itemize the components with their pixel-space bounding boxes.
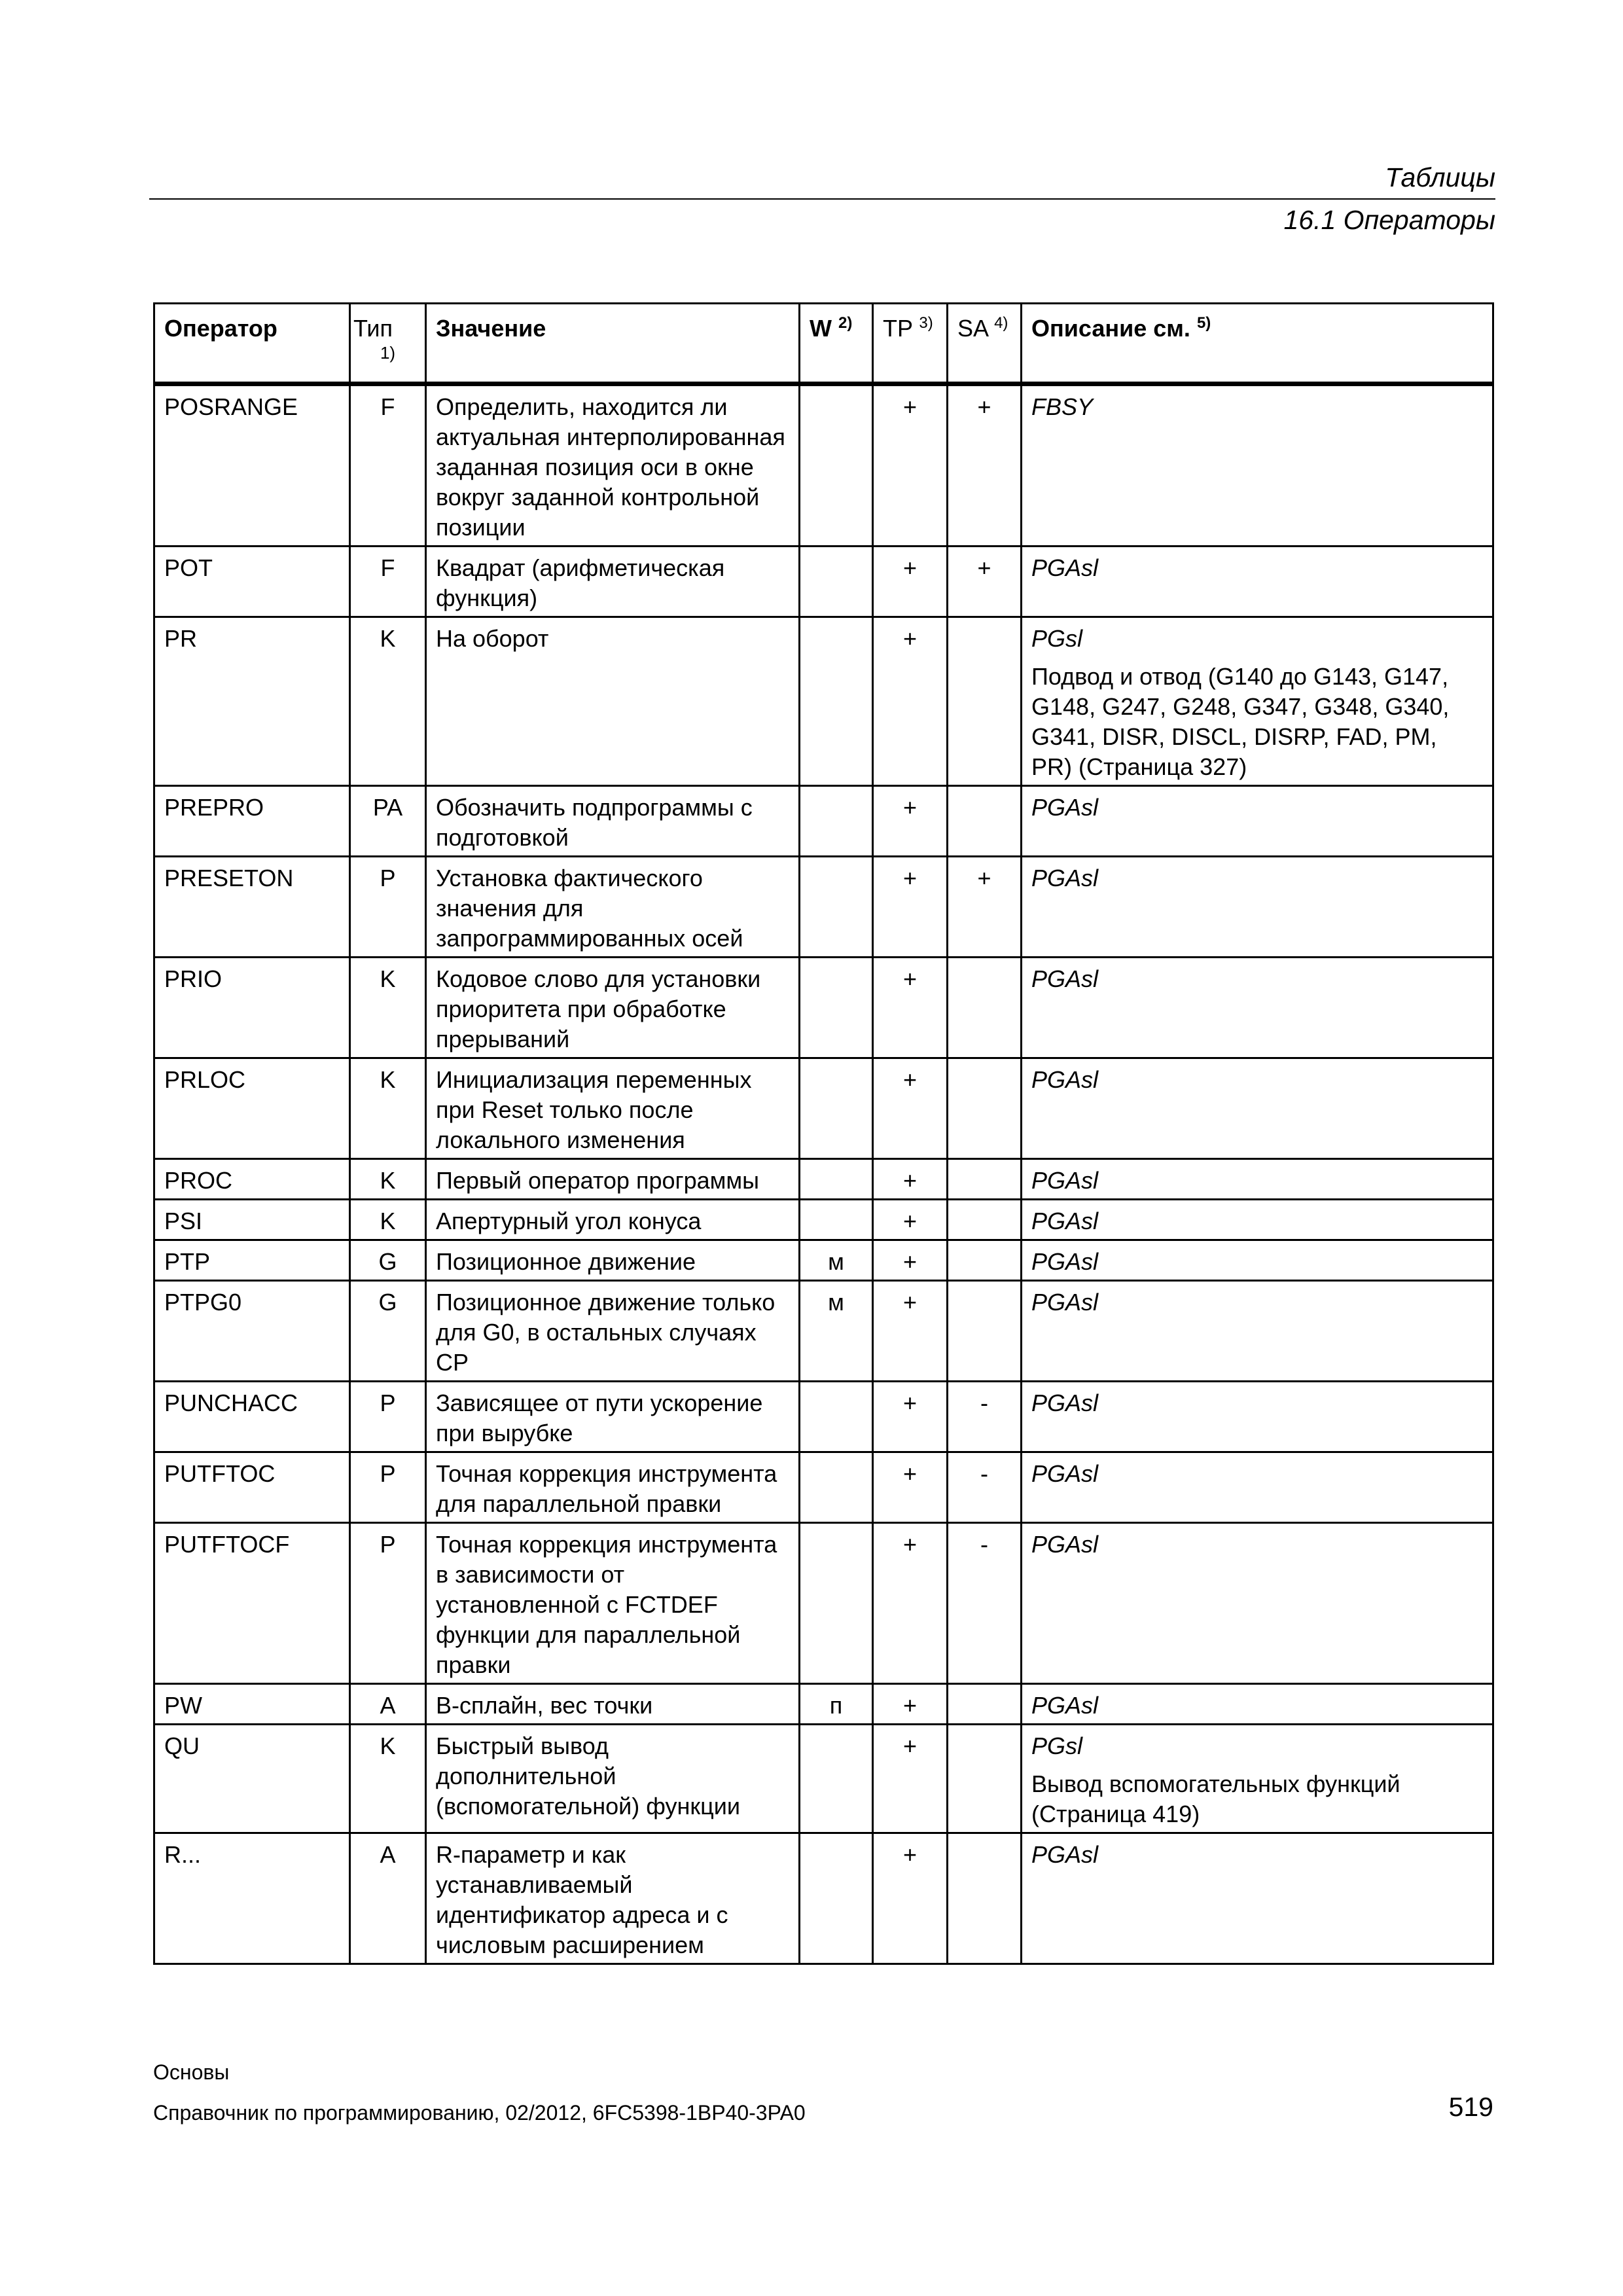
w-cell xyxy=(800,384,873,547)
w-cell xyxy=(800,617,873,786)
operator-cell: QU xyxy=(154,1725,350,1833)
sa-cell: - xyxy=(948,1523,1022,1684)
meaning-cell: Квадрат (арифметическая функция) xyxy=(426,547,800,617)
footer-book-title: Основы xyxy=(153,2060,230,2084)
type-cell: K xyxy=(350,1058,426,1159)
column-header-sa: SA $^{4)}$ xyxy=(948,304,1022,384)
w-cell xyxy=(800,786,873,857)
w-cell xyxy=(800,857,873,958)
meaning-cell: Быстрый вывод дополнительной (вспомогательной) функции xyxy=(426,1725,800,1833)
table-row xyxy=(154,1281,1493,1382)
meaning-cell: Позиционное движение только для G0, в остальных случаях CP xyxy=(426,1281,800,1382)
description-reference: PGAsl xyxy=(1031,1066,1099,1093)
w-cell xyxy=(800,1523,873,1684)
meaning-cell: Зависящее от пути ускорение при вырубке xyxy=(426,1382,800,1452)
w-cell xyxy=(800,547,873,617)
w-cell xyxy=(800,958,873,1058)
table-row xyxy=(154,617,1493,786)
description-cell xyxy=(1022,1382,1493,1452)
w-cell: м xyxy=(800,1240,873,1281)
type-cell: K xyxy=(350,1200,426,1240)
meaning-cell: Первый оператор программы xyxy=(426,1159,800,1200)
tp-cell: + xyxy=(873,1725,948,1833)
table-row xyxy=(154,384,1493,547)
sa-cell xyxy=(948,1281,1022,1382)
table-row xyxy=(154,958,1493,1058)
description-reference: PGAsl xyxy=(1031,1248,1099,1275)
type-cell: K xyxy=(350,958,426,1058)
table-header-row xyxy=(154,304,1493,384)
operator-cell: R... xyxy=(154,1833,350,1964)
table-row xyxy=(154,786,1493,857)
sa-cell xyxy=(948,1058,1022,1159)
meaning-cell: Апертурный угол конуса xyxy=(426,1200,800,1240)
footer-manual-info: Справочник по программированию, 02/2012, 6FC5398-1BP40-3PA0 xyxy=(153,2101,806,2125)
meaning-cell: Кодовое слово для установки приоритета при обработке прерываний xyxy=(426,958,800,1058)
tp-cell: + xyxy=(873,1684,948,1725)
description-cell xyxy=(1022,1240,1493,1281)
description-reference: PGAsl xyxy=(1031,1460,1099,1487)
operator-cell: PW xyxy=(154,1684,350,1725)
column-header-type: Тип 1) xyxy=(350,304,426,384)
operator-cell: POSRANGE xyxy=(154,384,350,547)
table-row xyxy=(154,1058,1493,1159)
operator-cell: PUTFTOCF xyxy=(154,1523,350,1684)
operator-cell: PTPG0 xyxy=(154,1281,350,1382)
description-reference: FBSY xyxy=(1031,393,1094,420)
description-reference: PGAsl xyxy=(1031,1692,1099,1719)
description-reference: PGAsl xyxy=(1031,865,1099,891)
meaning-cell: R-параметр и как устанавливаемый идентификатор адреса и с числовым расширением xyxy=(426,1833,800,1964)
type-cell: G xyxy=(350,1240,426,1281)
description-cell xyxy=(1022,617,1493,786)
table-row xyxy=(154,547,1493,617)
table-row xyxy=(154,857,1493,958)
sa-cell xyxy=(948,1240,1022,1281)
operator-cell: PREPRO xyxy=(154,786,350,857)
operator-cell: PRIO xyxy=(154,958,350,1058)
tp-cell: + xyxy=(873,1159,948,1200)
table-row xyxy=(154,1200,1493,1240)
description-reference: PGAsl xyxy=(1031,1167,1099,1194)
operator-cell: PRESETON xyxy=(154,857,350,958)
meaning-cell: Точная коррекция инструмента в зависимости от установленной с FCTDEF функции для параллельной правки xyxy=(426,1523,800,1684)
sa-cell: - xyxy=(948,1452,1022,1523)
table-row xyxy=(154,1382,1493,1452)
sa-cell: - xyxy=(948,1382,1022,1452)
w-cell xyxy=(800,1452,873,1523)
description-cell xyxy=(1022,1281,1493,1382)
sa-cell xyxy=(948,1684,1022,1725)
description-link[interactable]: Подвод и отвод (G140 до G143, G147, G148, G247, G248, G347, G348, G340, G341, DISR, DISCL, DISRP, FAD, PM, PR) (Страница 327) xyxy=(1031,663,1450,780)
type-cell: K xyxy=(350,1725,426,1833)
type-cell: F xyxy=(350,384,426,547)
sa-cell xyxy=(948,617,1022,786)
header-section-title: Таблицы xyxy=(1385,162,1495,192)
operator-cell: POT xyxy=(154,547,350,617)
tp-cell: + xyxy=(873,1240,948,1281)
table-body xyxy=(154,384,1493,1964)
description-link[interactable]: Вывод вспомогательных функций (Страница 419) xyxy=(1031,1770,1400,1827)
tp-cell: + xyxy=(873,786,948,857)
description-cell xyxy=(1022,1058,1493,1159)
operators-table xyxy=(153,302,1494,1965)
type-cell: A xyxy=(350,1684,426,1725)
description-reference: PGAsl xyxy=(1031,1289,1099,1316)
w-cell xyxy=(800,1725,873,1833)
sa-cell xyxy=(948,958,1022,1058)
description-cell xyxy=(1022,1833,1493,1964)
w-cell xyxy=(800,1833,873,1964)
operator-cell: PTP xyxy=(154,1240,350,1281)
type-cell: P xyxy=(350,857,426,958)
table-row xyxy=(154,1684,1493,1725)
page-number: 519 xyxy=(1448,2092,1493,2122)
operator-cell: PSI xyxy=(154,1200,350,1240)
description-reference: PGAsl xyxy=(1031,1390,1099,1416)
tp-cell: + xyxy=(873,1523,948,1684)
description-cell xyxy=(1022,1684,1493,1725)
w-cell: п xyxy=(800,1684,873,1725)
description-reference: PGAsl xyxy=(1031,1208,1099,1234)
w-cell xyxy=(800,1159,873,1200)
type-cell: F xyxy=(350,547,426,617)
description-reference: PGAsl xyxy=(1031,1531,1099,1558)
description-reference: PGAsl xyxy=(1031,554,1099,581)
tp-cell: + xyxy=(873,1058,948,1159)
meaning-cell: Позиционное движение xyxy=(426,1240,800,1281)
table-row xyxy=(154,1240,1493,1281)
sa-cell: + xyxy=(948,384,1022,547)
operator-cell: PUNCHACC xyxy=(154,1382,350,1452)
column-header-tp: TP $^{3)}$ xyxy=(873,304,948,384)
column-header-w: W $^{2)}$ xyxy=(800,304,873,384)
w-cell: м xyxy=(800,1281,873,1382)
type-cell: P xyxy=(350,1452,426,1523)
table-row xyxy=(154,1833,1493,1964)
sa-cell: + xyxy=(948,547,1022,617)
description-cell xyxy=(1022,958,1493,1058)
description-cell xyxy=(1022,1725,1493,1833)
tp-cell: + xyxy=(873,1281,948,1382)
table-row xyxy=(154,1725,1493,1833)
sa-cell: + xyxy=(948,857,1022,958)
description-cell xyxy=(1022,547,1493,617)
tp-cell: + xyxy=(873,1382,948,1452)
tp-cell: + xyxy=(873,857,948,958)
operator-cell: PR xyxy=(154,617,350,786)
description-reference: PGAsl xyxy=(1031,965,1099,992)
operator-cell: PRLOC xyxy=(154,1058,350,1159)
type-cell: P xyxy=(350,1523,426,1684)
table-row xyxy=(154,1523,1493,1684)
operator-cell: PROC xyxy=(154,1159,350,1200)
type-cell: P xyxy=(350,1382,426,1452)
type-cell: PA xyxy=(350,786,426,857)
w-cell xyxy=(800,1382,873,1452)
description-cell xyxy=(1022,1200,1493,1240)
sa-cell xyxy=(948,1833,1022,1964)
meaning-cell: Установка фактического значения для запрограммированных осей xyxy=(426,857,800,958)
type-cell: G xyxy=(350,1281,426,1382)
description-reference: PGsl xyxy=(1031,625,1083,652)
description-cell xyxy=(1022,1523,1493,1684)
sa-cell xyxy=(948,1159,1022,1200)
column-header-operator: Оператор xyxy=(154,304,350,384)
w-cell xyxy=(800,1058,873,1159)
sa-cell xyxy=(948,1200,1022,1240)
description-cell xyxy=(1022,384,1493,547)
description-reference: PGAsl xyxy=(1031,794,1099,821)
table-row xyxy=(154,1452,1493,1523)
description-cell xyxy=(1022,786,1493,857)
meaning-cell: Обозначить подпрограммы с подготовкой xyxy=(426,786,800,857)
meaning-cell: Инициализация переменных при Reset только после локального изменения xyxy=(426,1058,800,1159)
type-cell: K xyxy=(350,1159,426,1200)
column-header-description: Описание см. $^{5)}$ xyxy=(1022,304,1493,384)
header-rule xyxy=(149,198,1495,200)
description-cell xyxy=(1022,1452,1493,1523)
w-cell xyxy=(800,1200,873,1240)
tp-cell: + xyxy=(873,384,948,547)
header-subsection-title: 16.1 Операторы xyxy=(1283,205,1495,235)
description-cell xyxy=(1022,1159,1493,1200)
tp-cell: + xyxy=(873,1200,948,1240)
tp-cell: + xyxy=(873,617,948,786)
meaning-cell: Определить, находится ли актуальная интерполированная заданная позиция оси в окне вокруг заданной контрольной позиции xyxy=(426,384,800,547)
description-reference: PGAsl xyxy=(1031,1841,1099,1868)
meaning-cell: На оборот xyxy=(426,617,800,786)
meaning-cell: Точная коррекция инструмента для параллельной правки xyxy=(426,1452,800,1523)
type-cell: K xyxy=(350,617,426,786)
operator-cell: PUTFTOC xyxy=(154,1452,350,1523)
description-cell xyxy=(1022,857,1493,958)
type-cell: A xyxy=(350,1833,426,1964)
tp-cell: + xyxy=(873,547,948,617)
table-row xyxy=(154,1159,1493,1200)
meaning-cell: B-сплайн, вес точки xyxy=(426,1684,800,1725)
tp-cell: + xyxy=(873,1452,948,1523)
tp-cell: + xyxy=(873,1833,948,1964)
sa-cell xyxy=(948,1725,1022,1833)
sa-cell xyxy=(948,786,1022,857)
column-header-meaning: Значение xyxy=(426,304,800,384)
tp-cell: + xyxy=(873,958,948,1058)
description-reference: PGsl xyxy=(1031,1732,1083,1759)
